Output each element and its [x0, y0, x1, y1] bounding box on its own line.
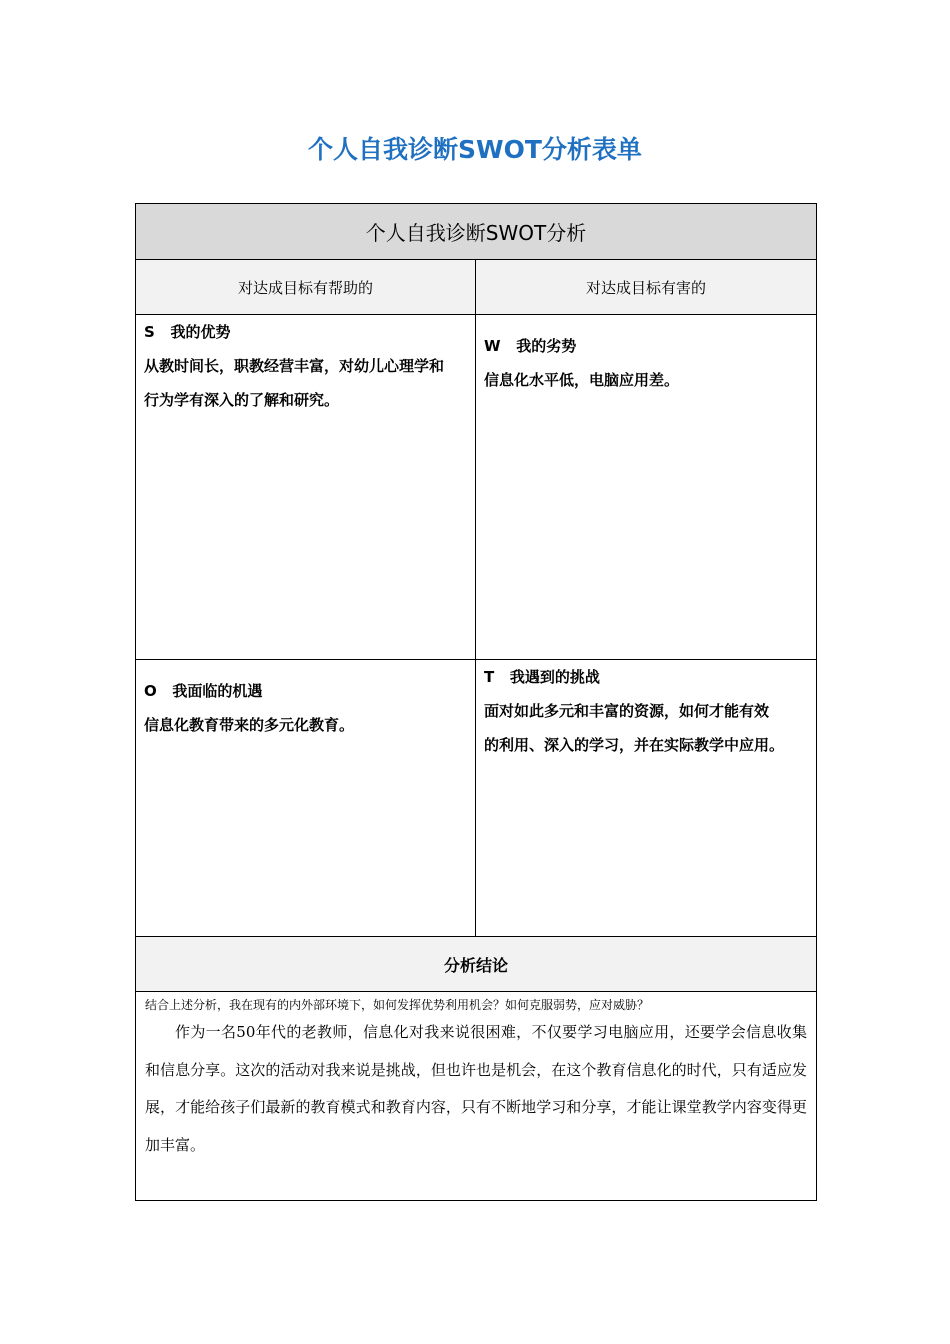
opportunities-heading: O 我面临的机遇 [144, 682, 263, 700]
swot-main-header: 个人自我诊断SWOT分析 [136, 204, 817, 260]
conclusion-header: 分析结论 [136, 937, 817, 992]
helpful-header: 对达成目标有帮助的 [136, 260, 476, 315]
opportunities-cell [136, 660, 476, 937]
conclusion-prompt: 结合上述分析，我在现有的内外部环境下，如何发挥优势利用机会？如何克服弱势，应对威胁？ [145, 998, 650, 1012]
threats-heading: T 我遇到的挑战 [484, 668, 600, 686]
harmful-header: 对达成目标有害的 [476, 260, 817, 315]
threats-line-1: 面对如此多元和丰富的资源，如何才能有效 [484, 702, 770, 720]
opportunities-line-1: 信息化教育带来的多元化教育。 [144, 716, 355, 734]
strengths-heading: S 我的优势 [144, 323, 231, 341]
threats-cell [476, 660, 817, 937]
strengths-line-1: 从教时间长，职教经营丰富，对幼儿心理学和 [144, 357, 445, 375]
conclusion-text: 作为一名50年代的老教师，信息化对我来说很困难，不仅要学习电脑应用，还要学会信息收集和信息分享。这次的活动对我来说是挑战，但也许也是机会，在这个教育信息化的时代，只有适应发展，才能给孩子们最新的教育模式和教育内容，只有不断地学习和分享，才能让课堂教学内容变得更加丰富。 [145, 1023, 807, 1154]
threats-line-2: 的利用、深入的学习，并在实际教学中应用。 [484, 736, 785, 754]
weaknesses-line-1: 信息化水平低，电脑应用差。 [484, 371, 680, 389]
strengths-cell [136, 315, 476, 660]
strengths-line-2: 行为学有深入的了解和研究。 [144, 391, 340, 409]
weaknesses-cell [476, 315, 817, 660]
weaknesses-heading: W 我的劣势 [484, 337, 577, 355]
conclusion-cell [136, 992, 817, 1201]
swot-table [135, 203, 817, 1201]
document-title: 个人自我诊断SWOT分析表单 [308, 135, 642, 164]
